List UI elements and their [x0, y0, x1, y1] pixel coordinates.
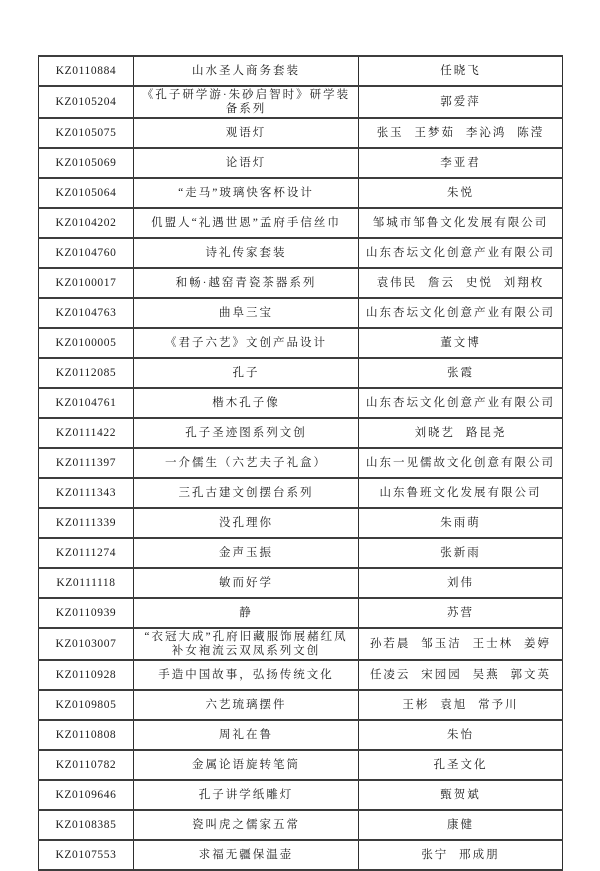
table-row	[39, 388, 563, 418]
entry-id: KZ0111343	[39, 478, 134, 508]
table-row	[39, 478, 563, 508]
table-row	[39, 358, 563, 388]
table-row	[39, 628, 563, 660]
entry-id: KZ0109805	[39, 690, 134, 720]
entry-title: 孔子圣迹图系列文创	[134, 418, 359, 448]
table-row	[39, 750, 563, 780]
entry-author: 张霞	[359, 358, 563, 388]
entry-author: 山东鲁班文化发展有限公司	[359, 478, 563, 508]
entry-id: KZ0110808	[39, 720, 134, 750]
entry-id: KZ0108385	[39, 810, 134, 840]
entry-id: KZ0105204	[39, 86, 134, 118]
entry-author: 任凌云 宋园园 吴燕 郭文英	[359, 660, 563, 690]
entry-title: 敏而好学	[134, 568, 359, 598]
entry-author: 朱怡	[359, 720, 563, 750]
table-row	[39, 86, 563, 118]
entry-title: “衣冠大成”孔府旧藏服饰展赭红凤补女袍流云双凤系列文创	[134, 628, 359, 660]
entry-id: KZ0110884	[39, 56, 134, 86]
entry-author: 张宁 邢成朋	[359, 840, 563, 870]
entry-id: KZ0110928	[39, 660, 134, 690]
entry-title: 仉盟人“礼遇世恩”孟府手信丝巾	[134, 208, 359, 238]
table-row	[39, 810, 563, 840]
entry-title: 曲阜三宝	[134, 298, 359, 328]
entry-id: KZ0104763	[39, 298, 134, 328]
entry-author: 孔圣文化	[359, 750, 563, 780]
entry-title: “走马”玻璃快客杯设计	[134, 178, 359, 208]
entry-id: KZ0111118	[39, 568, 134, 598]
entry-id: KZ0107553	[39, 840, 134, 870]
entry-title: 观语灯	[134, 118, 359, 148]
entry-author: 李亚君	[359, 148, 563, 178]
table-row	[39, 720, 563, 750]
table-row	[39, 178, 563, 208]
entry-title: 楷木孔子像	[134, 388, 359, 418]
table-row	[39, 298, 563, 328]
table-row	[39, 538, 563, 568]
entry-author: 董文博	[359, 328, 563, 358]
entry-id: KZ0104760	[39, 238, 134, 268]
table-row	[39, 508, 563, 538]
entry-id: KZ0103007	[39, 628, 134, 660]
table-row	[39, 148, 563, 178]
entry-id: KZ0100005	[39, 328, 134, 358]
table-row	[39, 418, 563, 448]
entry-title: 《君子六艺》文创产品设计	[134, 328, 359, 358]
table-row	[39, 56, 563, 86]
table-row	[39, 840, 563, 870]
entry-id: KZ0111422	[39, 418, 134, 448]
entry-title: 没孔理你	[134, 508, 359, 538]
table-row	[39, 238, 563, 268]
entry-author: 郭爱萍	[359, 86, 563, 118]
entry-title: 六艺琉璃摆件	[134, 690, 359, 720]
entry-title: 孔子	[134, 358, 359, 388]
entry-title: 诗礼传家套装	[134, 238, 359, 268]
entry-id: KZ0109646	[39, 780, 134, 810]
table-row	[39, 118, 563, 148]
entry-author: 康健	[359, 810, 563, 840]
entry-title: 金属论语旋转笔筒	[134, 750, 359, 780]
entry-id: KZ0104202	[39, 208, 134, 238]
entry-author: 刘晓艺 路昆尧	[359, 418, 563, 448]
entry-id: KZ0111339	[39, 508, 134, 538]
entry-title: 孔子讲学纸雕灯	[134, 780, 359, 810]
entries-body	[39, 56, 563, 870]
table-row	[39, 208, 563, 238]
entry-id: KZ0111397	[39, 448, 134, 478]
entry-title: 求福无疆保温壶	[134, 840, 359, 870]
entry-title: 《孔子研学游·朱砂启智时》研学装备系列	[134, 86, 359, 118]
entry-id: KZ0105069	[39, 148, 134, 178]
entry-author: 刘伟	[359, 568, 563, 598]
table-row	[39, 328, 563, 358]
entry-title: 和畅·越窑青瓷茶器系列	[134, 268, 359, 298]
table-row	[39, 268, 563, 298]
entry-id: KZ0105064	[39, 178, 134, 208]
table-row	[39, 690, 563, 720]
entry-author: 邹城市邹鲁文化发展有限公司	[359, 208, 563, 238]
entry-title: 周礼在鲁	[134, 720, 359, 750]
entry-id: KZ0100017	[39, 268, 134, 298]
table-row	[39, 780, 563, 810]
entry-title: 山水圣人商务套装	[134, 56, 359, 86]
entry-author: 张新雨	[359, 538, 563, 568]
entry-title: 瓷叫虎之儒家五常	[134, 810, 359, 840]
entry-author: 孙若晨 邹玉洁 王士林 姜婷	[359, 628, 563, 660]
entry-id: KZ0110782	[39, 750, 134, 780]
entry-author: 山东一见儒故文化创意有限公司	[359, 448, 563, 478]
entries-table	[38, 55, 563, 871]
entry-title: 三孔古建文创摆台系列	[134, 478, 359, 508]
entry-id: KZ0110939	[39, 598, 134, 628]
entry-author: 苏营	[359, 598, 563, 628]
table-row	[39, 448, 563, 478]
entry-author: 山东杏坛文化创意产业有限公司	[359, 298, 563, 328]
entry-id: KZ0104761	[39, 388, 134, 418]
entry-author: 山东杏坛文化创意产业有限公司	[359, 238, 563, 268]
entry-title: 一介儒生（六艺夫子礼盒）	[134, 448, 359, 478]
entry-author: 张玉 王梦茹 李沁鸿 陈滢	[359, 118, 563, 148]
entry-author: 袁伟民 詹云 史悦 刘翔枚	[359, 268, 563, 298]
entry-id: KZ0111274	[39, 538, 134, 568]
entry-id: KZ0105075	[39, 118, 134, 148]
entry-title: 金声玉振	[134, 538, 359, 568]
entry-author: 甄贺斌	[359, 780, 563, 810]
entry-title: 静	[134, 598, 359, 628]
table-row	[39, 568, 563, 598]
table-row	[39, 660, 563, 690]
entry-id: KZ0112085	[39, 358, 134, 388]
table-row	[39, 598, 563, 628]
entry-author: 王彬 袁旭 常予川	[359, 690, 563, 720]
entry-title: 手造中国故事，弘扬传统文化	[134, 660, 359, 690]
entry-title: 论语灯	[134, 148, 359, 178]
entry-author: 任晓飞	[359, 56, 563, 86]
entry-author: 朱悦	[359, 178, 563, 208]
entry-author: 朱雨萌	[359, 508, 563, 538]
entry-author: 山东杏坛文化创意产业有限公司	[359, 388, 563, 418]
